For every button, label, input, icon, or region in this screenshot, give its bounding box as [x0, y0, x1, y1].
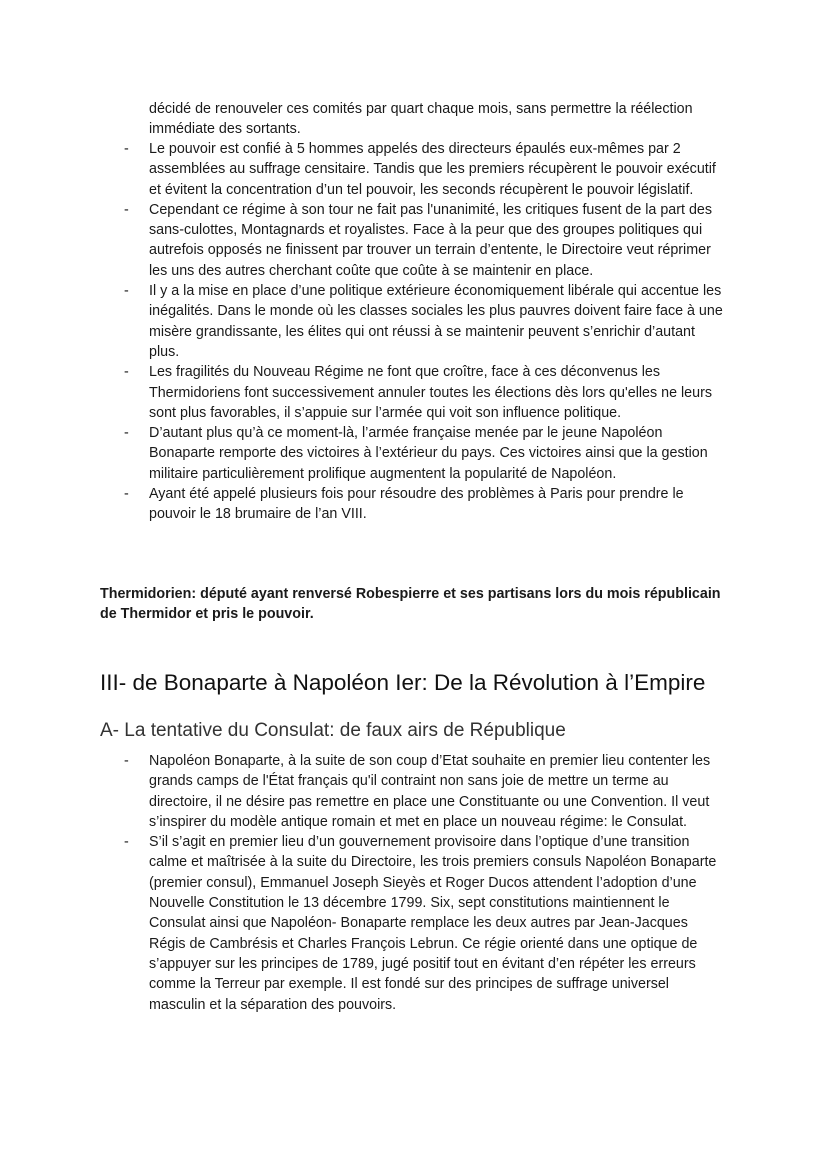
list-item-text: Il y a la mise en place d’une politique extérieure économiquement libérale qui accentue les inégalités. Dans le monde où les classes sociales les plus pauvres doivent faire face à une misère grandissante, les élites qui ont réussi à se maintenir peuvent s’enrichir d’autant plus.: [149, 283, 723, 360]
dash-bullet: -: [124, 141, 129, 157]
list-item-text: S’il s’agit en premier lieu d’un gouvernement provisoire dans l’optique d’une transition calme et maîtrisée à la suite du Directoire, les trois premiers consuls Napoléon Bonaparte (premier consul), Emmanuel Joseph Sieyès et Roger Ducos attendent l’adoption d’une Nouvelle Constitution le 13 décembre 1799. Six, sept constitutions maintiennent le Consulat ainsi que Napoléon- Bonaparte remplace les deux autres par Jean-Jacques Régis de Cambrésis et Charles François Lebrun. Ce régie orienté dans une optique de s’appuyer sur les principes de 1789, jugé positif tout en évitant d’en répéter les erreurs comme la Terreur par exemple. Il est fondé sur des principes de suffrage universel masculin et la séparation des pouvoirs.: [149, 834, 717, 1013]
list-item: [122, 423, 728, 484]
continuation-paragraph: décidé de renouveler ces comités par quart chaque mois, sans permettre la réélection immédiate des sortants.: [149, 101, 693, 138]
dash-bullet: -: [124, 753, 129, 769]
section-heading: III- de Bonaparte à Napoléon Ier: De la Révolution à l’Empire: [100, 670, 706, 695]
list-item-text: Napoléon Bonaparte, à la suite de son coup d’Etat souhaite en premier lieu contenter les grands camps de l'État français qu'il contraint non sans joie de mettre un terme au directoire, il ne désire pas remettre en place une Constituante ou une Convention. Il veut s’inspirer du modèle antique romain et met en place un nouveau régime: le Consulat.: [149, 753, 711, 830]
dash-bullet: -: [124, 834, 129, 851]
list-item-text: D’autant plus qu’à ce moment-là, l’armée française menée par le jeune Napoléon Bonaparte remporte des victoires à l’extérieur du pays. Ces victoires ainsi que la gestion militaire particulièrement prolifique augmentent la popularité de Napoléon.: [149, 425, 708, 482]
dash-bullet: -: [124, 486, 129, 503]
list-item: [122, 751, 728, 832]
list-item: [122, 362, 728, 423]
list-item-text: Le pouvoir est confié à 5 hommes appelés des directeurs épaulés eux-mêmes par 2 assemblées au suffrage censitaire. Tandis que les premiers récupèrent le pouvoir exécutif et évitent la concentration d’un tel pouvoir, les seconds récupèrent le pouvoir législatif.: [149, 141, 716, 198]
dash-bullet: -: [124, 201, 129, 218]
dash-bullet: -: [124, 364, 129, 381]
subsection-heading: A- La tentative du Consulat: de faux airs de République: [100, 720, 566, 741]
list-item-text: Cependant ce régime à son tour ne fait pas l'unanimité, les critiques fusent de la part des sans-culottes, Montagnards et royalistes. Face à la peur que des groupes politiques qui autrefois opposés ne finissent par trouver un terrain d’entente, le Directoire veut réprimer les uns des autres cherchant coûte que coûte à se maintenir en place.: [149, 201, 713, 279]
list-item: [122, 832, 728, 1015]
list-item: [122, 281, 728, 362]
list-item: [122, 139, 728, 200]
thermidorien-definition: Thermidorien: député ayant renversé Robespierre et ses partisans lors du mois républicain de Thermidor et pris le pouvoir.: [100, 586, 721, 623]
dash-bullet: -: [124, 283, 129, 300]
dash-bullet: -: [124, 425, 129, 442]
list-item-text: Ayant été appelé plusieurs fois pour résoudre des problèmes à Paris pour prendre le pouvoir le 18 brumaire de l’an VIII.: [149, 486, 684, 523]
consulat-bullet-list: [122, 751, 728, 1015]
list-item: [122, 484, 728, 525]
directoire-bullet-list: [122, 139, 728, 525]
list-item: [122, 200, 728, 281]
list-item-text: Les fragilités du Nouveau Régime ne font que croître, face à ces déconvenus les Thermidoriens font successivement annuler toutes les élections dès lors qu'elles ne leurs sont plus favorables, il s’appuie sur l’armée qui voit son influence politique.: [149, 364, 712, 421]
